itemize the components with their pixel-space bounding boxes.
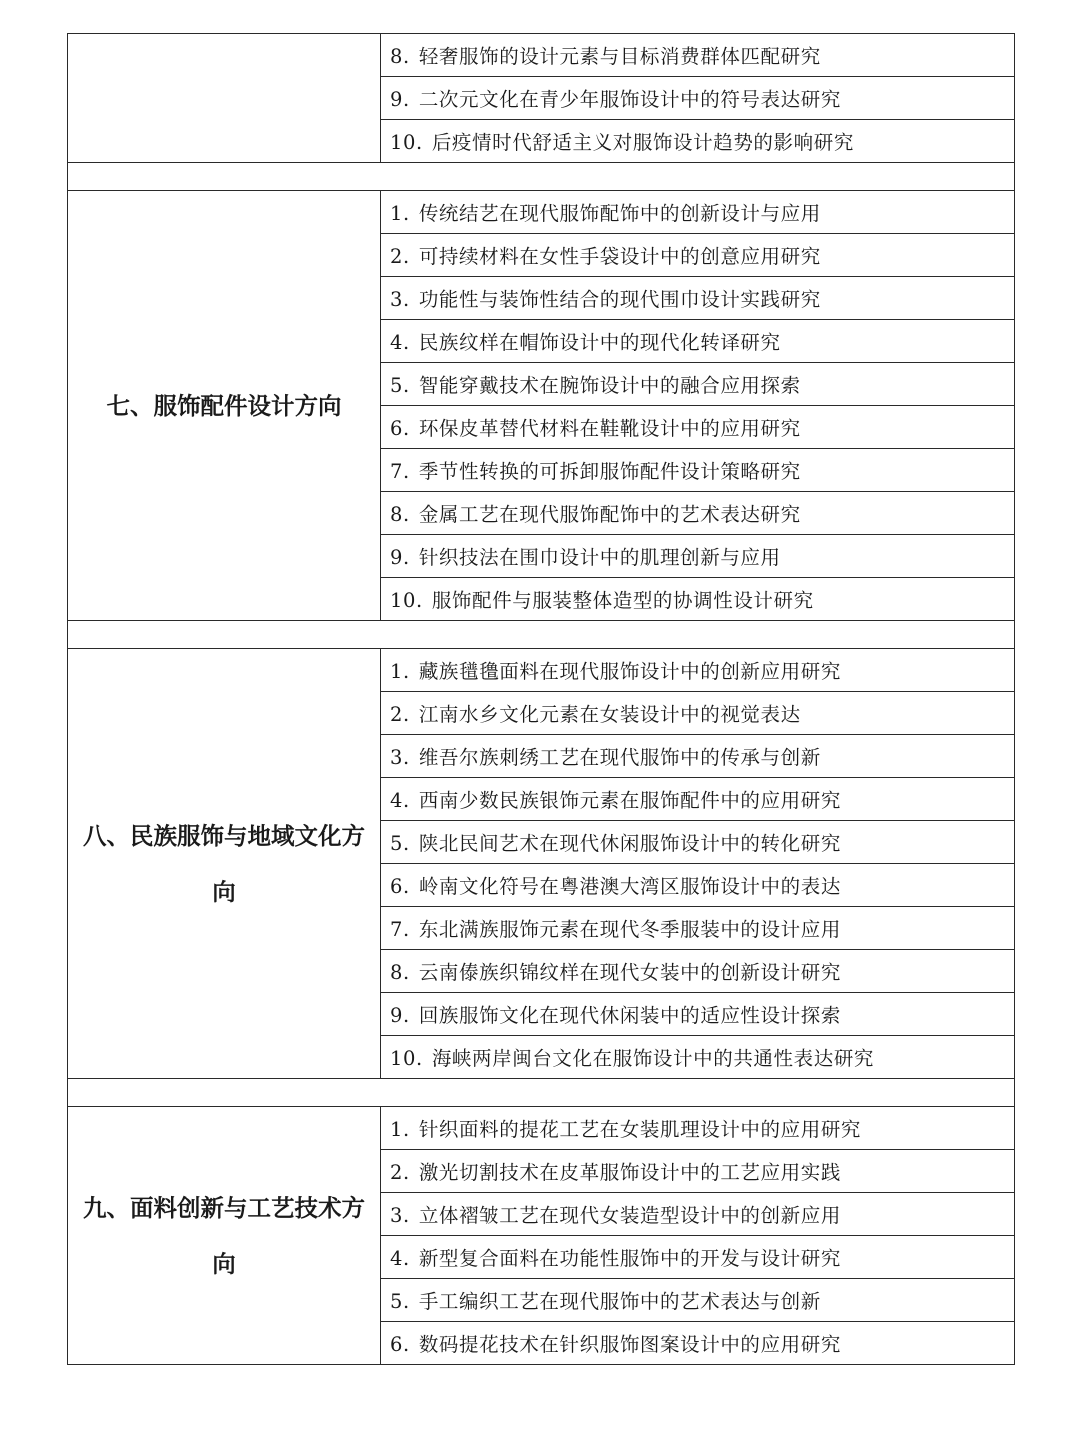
topic-cell xyxy=(381,406,1015,449)
section-spacer-row xyxy=(68,1079,1015,1107)
topic-cell xyxy=(381,1193,1015,1236)
spacer-cell xyxy=(68,621,1015,649)
topic-cell xyxy=(381,735,1015,778)
section-spacer-row xyxy=(68,163,1015,191)
topic-cell xyxy=(381,821,1015,864)
table-row xyxy=(68,34,1015,77)
topic-cell xyxy=(381,1236,1015,1279)
topic-text: 功能性与装饰性结合的现代围巾设计实践研究 xyxy=(418,288,821,311)
spacer-cell xyxy=(68,163,1015,191)
table-row xyxy=(68,191,1015,234)
topic-cell xyxy=(381,120,1015,163)
topic-cell xyxy=(381,191,1015,234)
topic-number: 3. xyxy=(390,746,410,769)
topic-text: 东北满族服饰元素在现代冬季服装中的设计应用 xyxy=(418,918,841,941)
topic-cell xyxy=(381,1279,1015,1322)
topic-number: 2. xyxy=(390,1161,410,1184)
topic-number: 1. xyxy=(390,1118,410,1141)
topic-text: 藏族氆氇面料在现代服饰设计中的创新应用研究 xyxy=(418,660,841,683)
topic-cell xyxy=(381,778,1015,821)
category-title: 八、民族服饰与地域文化方向 xyxy=(83,821,365,906)
topic-number: 5. xyxy=(390,374,410,397)
topic-text: 季节性转换的可拆卸服饰配件设计策略研究 xyxy=(418,460,801,483)
topic-number: 10. xyxy=(390,1047,423,1070)
topic-cell xyxy=(381,1150,1015,1193)
topic-text: 云南傣族织锦纹样在现代女装中的创新设计研究 xyxy=(418,961,841,984)
category-cell xyxy=(68,649,381,1079)
category-title: 九、面料创新与工艺技术方向 xyxy=(83,1193,365,1278)
topic-number: 7. xyxy=(390,460,410,483)
topic-cell xyxy=(381,363,1015,406)
table-row xyxy=(68,1107,1015,1150)
topic-number: 4. xyxy=(390,1247,410,1270)
topic-number: 1. xyxy=(390,202,410,225)
topic-number: 6. xyxy=(390,417,410,440)
topic-text: 金属工艺在现代服饰配饰中的艺术表达研究 xyxy=(418,503,801,526)
topic-cell xyxy=(381,993,1015,1036)
topic-cell xyxy=(381,1322,1015,1365)
topic-text: 民族纹样在帽饰设计中的现代化转译研究 xyxy=(418,331,781,354)
topic-number: 2. xyxy=(390,245,410,268)
section-spacer-row xyxy=(68,621,1015,649)
topic-number: 7. xyxy=(390,918,410,941)
topic-number: 10. xyxy=(390,131,423,154)
category-cell xyxy=(68,1107,381,1365)
topic-text: 环保皮革替代材料在鞋靴设计中的应用研究 xyxy=(418,417,801,440)
topic-cell xyxy=(381,34,1015,77)
topic-text: 针织技法在围巾设计中的肌理创新与应用 xyxy=(418,546,781,569)
topic-number: 9. xyxy=(390,546,410,569)
topic-number: 6. xyxy=(390,1333,410,1356)
topic-cell xyxy=(381,649,1015,692)
topic-text: 陕北民间艺术在现代休闲服饰设计中的转化研究 xyxy=(418,832,841,855)
topic-number: 9. xyxy=(390,88,410,111)
topic-cell xyxy=(381,864,1015,907)
topic-cell xyxy=(381,449,1015,492)
topic-number: 8. xyxy=(390,45,410,68)
topic-number: 10. xyxy=(390,589,423,612)
topic-number: 1. xyxy=(390,660,410,683)
topic-cell xyxy=(381,320,1015,363)
topic-text: 手工编织工艺在现代服饰中的艺术表达与创新 xyxy=(418,1290,821,1313)
topic-text: 后疫情时代舒适主义对服饰设计趋势的影响研究 xyxy=(431,131,854,154)
topic-text: 可持续材料在女性手袋设计中的创意应用研究 xyxy=(418,245,821,268)
category-cell xyxy=(68,34,381,163)
topic-text: 新型复合面料在功能性服饰中的开发与设计研究 xyxy=(418,1247,841,1270)
topic-text: 岭南文化符号在粤港澳大湾区服饰设计中的表达 xyxy=(418,875,841,898)
topic-number: 8. xyxy=(390,503,410,526)
topic-text: 数码提花技术在针织服饰图案设计中的应用研究 xyxy=(418,1333,841,1356)
topic-cell xyxy=(381,77,1015,120)
topic-cell xyxy=(381,1107,1015,1150)
topic-cell xyxy=(381,692,1015,735)
spacer-cell xyxy=(68,1079,1015,1107)
topics-table-body xyxy=(68,34,1015,1365)
topic-cell xyxy=(381,907,1015,950)
topic-number: 4. xyxy=(390,331,410,354)
topic-number: 2. xyxy=(390,703,410,726)
topic-text: 立体褶皱工艺在现代女装造型设计中的创新应用 xyxy=(418,1204,841,1227)
category-cell xyxy=(68,191,381,621)
topic-text: 二次元文化在青少年服饰设计中的符号表达研究 xyxy=(418,88,841,111)
topic-cell xyxy=(381,277,1015,320)
topic-text: 西南少数民族银饰元素在服饰配件中的应用研究 xyxy=(418,789,841,812)
topic-number: 3. xyxy=(390,288,410,311)
table-row xyxy=(68,649,1015,692)
topic-text: 海峡两岸闽台文化在服饰设计中的共通性表达研究 xyxy=(431,1047,875,1070)
topic-cell xyxy=(381,535,1015,578)
topic-text: 回族服饰文化在现代休闲装中的适应性设计探索 xyxy=(418,1004,841,1027)
topic-text: 传统结艺在现代服饰配饰中的创新设计与应用 xyxy=(418,202,821,225)
topic-number: 3. xyxy=(390,1204,410,1227)
topic-number: 6. xyxy=(390,875,410,898)
topics-table xyxy=(67,33,1015,1365)
topic-number: 5. xyxy=(390,1290,410,1313)
topic-number: 5. xyxy=(390,832,410,855)
topic-cell xyxy=(381,1036,1015,1079)
topic-cell xyxy=(381,578,1015,621)
topic-cell xyxy=(381,234,1015,277)
category-title: 七、服饰配件设计方向 xyxy=(106,391,342,420)
topic-cell xyxy=(381,492,1015,535)
topic-text: 针织面料的提花工艺在女装肌理设计中的应用研究 xyxy=(418,1118,862,1141)
topic-text: 激光切割技术在皮革服饰设计中的工艺应用实践 xyxy=(418,1161,841,1184)
topic-text: 江南水乡文化元素在女装设计中的视觉表达 xyxy=(418,703,801,726)
topic-number: 8. xyxy=(390,961,410,984)
topic-cell xyxy=(381,950,1015,993)
topic-text: 智能穿戴技术在腕饰设计中的融合应用探索 xyxy=(418,374,801,397)
topic-number: 9. xyxy=(390,1004,410,1027)
topic-text: 维吾尔族刺绣工艺在现代服饰中的传承与创新 xyxy=(418,746,821,769)
topic-number: 4. xyxy=(390,789,410,812)
topic-text: 轻奢服饰的设计元素与目标消费群体匹配研究 xyxy=(418,45,821,68)
topic-text: 服饰配件与服装整体造型的协调性设计研究 xyxy=(431,589,814,612)
